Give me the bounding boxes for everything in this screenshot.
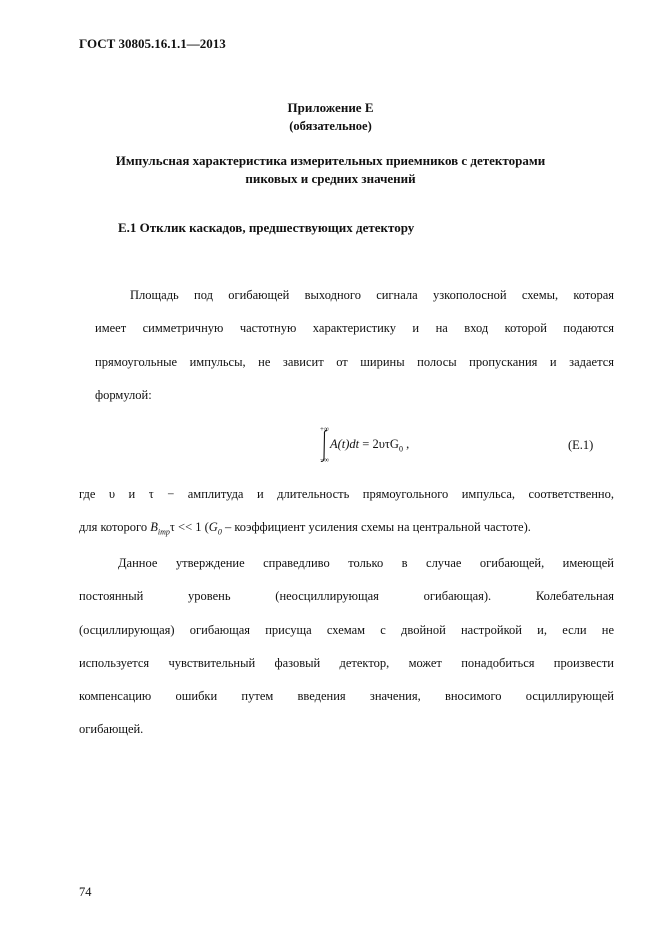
appendix-title: Приложение Е xyxy=(287,100,374,115)
symbol-b: B xyxy=(150,520,158,534)
paragraph-3-line-3: (осциллирующая) огибающая присуща схемам с двойной настройкой и, если не xyxy=(79,623,614,637)
paragraph-3-line-2: постоянный уровень (неосциллирующая огибающая). Колебательная xyxy=(79,589,614,603)
line-2-mid: τ << 1 ( xyxy=(169,520,209,534)
symbol-b-subscript: imp xyxy=(157,527,170,537)
appendix-main-title xyxy=(0,152,661,188)
paragraph-3-line-5: компенсацию ошибки путем введения значения, вносимого осциллирующей xyxy=(79,689,614,703)
symbol-g: G xyxy=(208,520,218,534)
symbol-g0 xyxy=(208,520,222,537)
symbol-g-subscript: 0 xyxy=(217,527,222,537)
page-number: 74 xyxy=(79,885,92,899)
formula-tail: , xyxy=(402,437,410,451)
standard-code: ГОСТ 30805.16.1.1—2013 xyxy=(79,36,226,51)
formula-rhs: = 2υτG xyxy=(359,437,399,451)
paragraph-3-line-4: используется чувствительный фазовый детектор, может понадобиться произвести xyxy=(79,656,614,670)
line-2-prefix: для которого xyxy=(79,520,151,534)
formula-subscript: 0 xyxy=(398,444,403,454)
symbol-b-imp xyxy=(150,520,170,537)
main-title-line-1: Импульсная характеристика измерительных приемников с детекторами xyxy=(115,153,546,168)
line-2-suffix: – коэффициент усиления схемы на центральной частоте). xyxy=(221,520,531,534)
section-title: Е.1 Отклик каскадов, предшествующих детектору xyxy=(118,220,415,235)
appendix-status: (обязательное) xyxy=(289,119,372,133)
formula-expression xyxy=(330,437,409,454)
main-title-line-2: пиковых и средних значений xyxy=(245,171,416,186)
paragraph-2-line-2 xyxy=(79,520,531,537)
integral-lower-limit: −∞ xyxy=(320,456,329,464)
paragraph-1-line-2: имеет симметричную частотную характеристику и на вход которой подаются xyxy=(95,321,614,335)
integral-upper-limit: +∞ xyxy=(320,425,329,433)
paragraph-1-line-1: Площадь под огибающей выходного сигнала узкополосной схемы, которая xyxy=(130,288,614,302)
paragraph-2-line-1: где υ и τ − амплитуда и длительность прямоугольного импульса, соответственно, xyxy=(79,487,614,501)
paragraph-1-line-3: прямоугольные импульсы, не зависит от ширины полосы пропускания и задается xyxy=(95,355,614,369)
paragraph-3-line-1: Данное утверждение справедливо только в случае огибающей, имеющей xyxy=(118,556,614,570)
paragraph-3-line-6: огибающей. xyxy=(79,722,144,736)
formula-integrand: A(t)dt xyxy=(330,437,360,451)
paragraph-1-line-4: формулой: xyxy=(95,388,152,402)
equation-number: (Е.1) xyxy=(568,438,594,452)
